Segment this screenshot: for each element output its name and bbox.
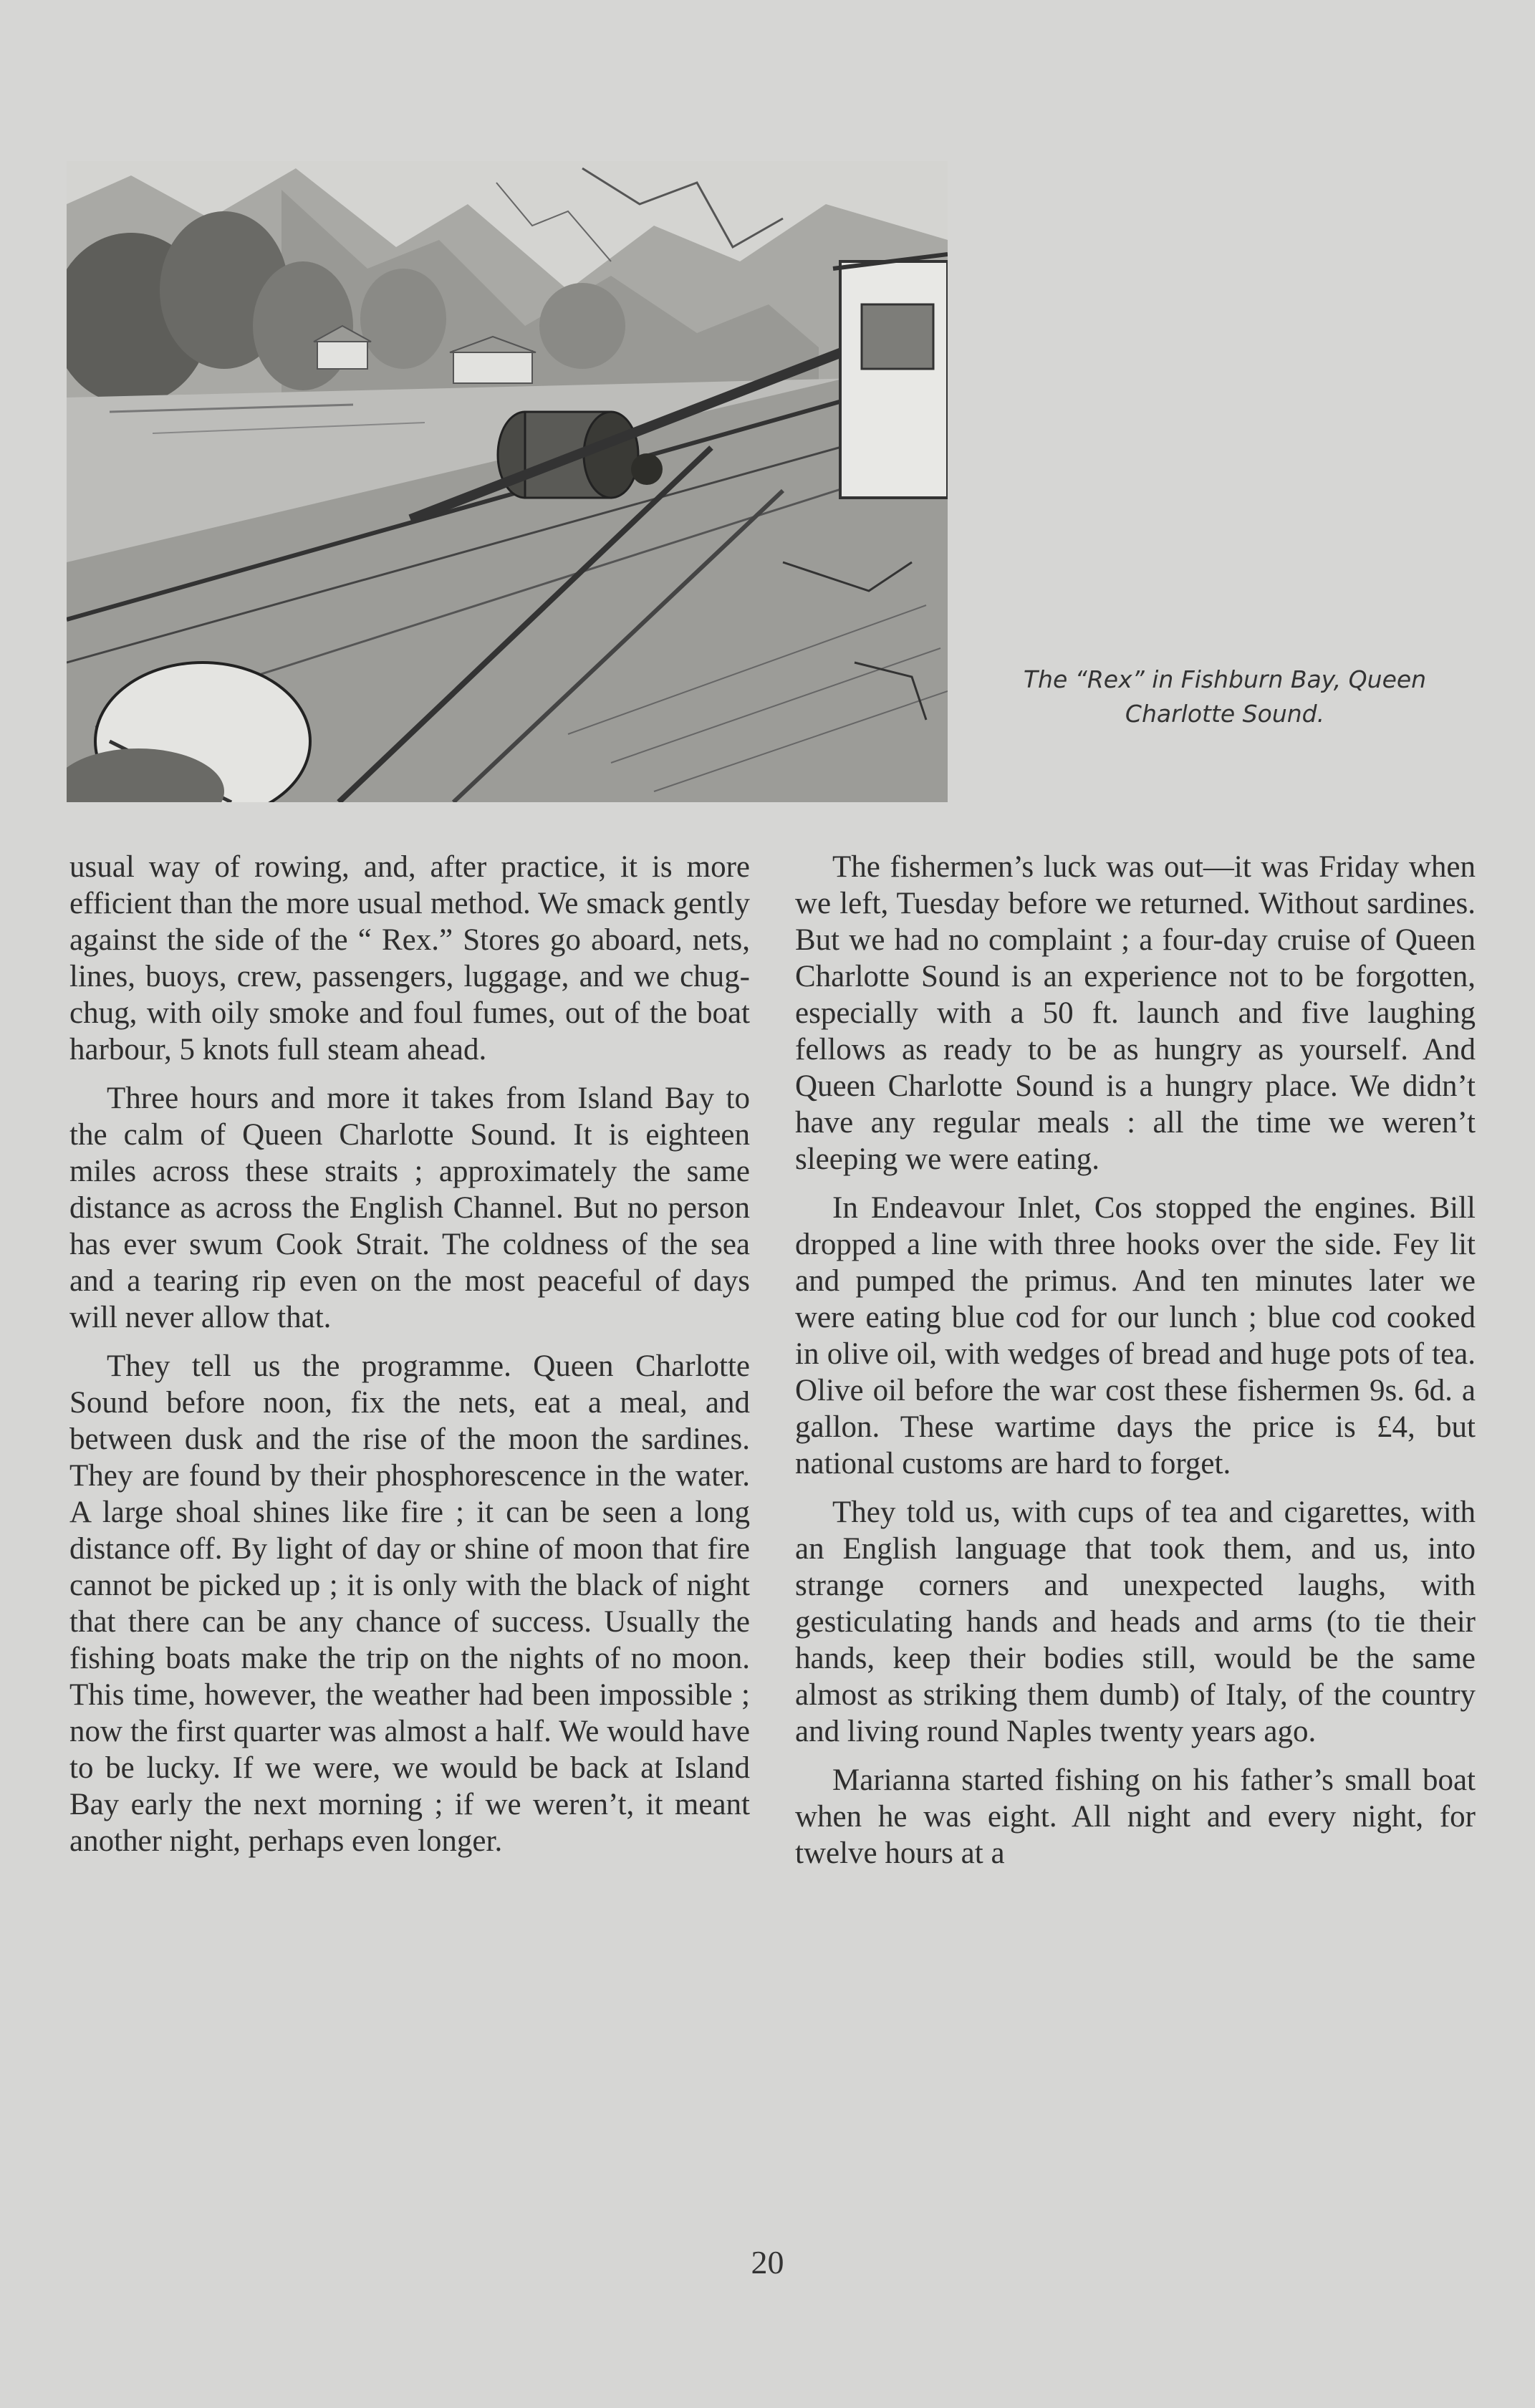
right-column [795, 849, 1476, 1884]
paragraph: They tell us the programme. Queen Charlotte Sound before noon, fix the nets, eat a meal, and between dusk and the rise of the moon the sardines. They are found by their phosphorescence in the water. A large shoal shines like fire ; it can be seen a long distance off. By light of day or shine of moon that fire cannot be picked up ; it is only with the black of night that there can be any chance of success. Usually the fishing boats make the trip on the nights of no moon. This time, however, the weather had been impossible ; now the first quarter was almost a half. We would have to be lucky. If we were, we would be back at Island Bay early the next morning ; if we weren’t, it meant another night, perhaps even longer. [69, 1349, 750, 1858]
boat-sketch [67, 161, 948, 802]
paragraph: Three hours and more it takes from Island Bay to the calm of Queen Charlotte Sound. It is eighteen miles across these straits ; approximately the same distance as across the English Channel. But no person has ever swum Cook Strait. The coldness of the sea and a tearing rip even on the most peaceful of days will never allow that. [69, 1082, 750, 1334]
paragraph: In Endeavour Inlet, Cos stopped the engines. Bill dropped a line with three hooks over the side. Fey lit and pumped the primus. And ten minutes later we were eating blue cod for our lunch ; blue cod cooked in olive oil, with wedges of bread and huge pots of tea. Olive oil before the war cost these fishermen 9s. 6d. a gallon. These wartime days the price is £4, but national customs are hard to forget. [795, 1191, 1476, 1480]
figure-caption [974, 663, 1476, 731]
caption-line-2: Charlotte Sound. [1125, 700, 1325, 728]
caption-line-1: The “Rex” in Fishburn Bay, Queen [1023, 665, 1427, 693]
paragraph: The fishermen’s luck was out—it was Friday when we left, Tuesday before we returned. Without sardines. But we had no complaint ; a four-day cruise of Queen Charlotte Sound is an experience not to be forgotten, especially with a 50 ft. launch and five laughing fellows as ready to be as hungry as yourself. And Queen Charlotte Sound is a hungry place. We didn’t have any regular meals : all the time we weren’t sleeping we were eating. [795, 850, 1476, 1176]
paragraph: They told us, with cups of tea and cigarettes, with an English language that took them, and us, into strange corners and unexpected laughs, with gesticulating hands and heads and arms (to tie their hands, keep their bodies still, would be the same almost as striking them dumb) of Italy, of the country and living round Naples twenty years ago. [795, 1496, 1476, 1748]
page-number: 20 [751, 2244, 784, 2281]
illustration-rex-fishburn-bay [67, 161, 948, 802]
paragraph: usual way of rowing, and, after practice, it is more efficient than the more usual method. We smack gently against the side of the “ Rex.” Stores go aboard, nets, lines, buoys, crew, passengers, luggage, and we chug-chug, with oily smoke and foul fumes, out of the boat harbour, 5 knots full steam ahead. [69, 850, 750, 1066]
left-column [69, 849, 750, 1872]
paragraph: Marianna started fishing on his father’s small boat when he was eight. All night and every night, for twelve hours at a [795, 1763, 1476, 1870]
